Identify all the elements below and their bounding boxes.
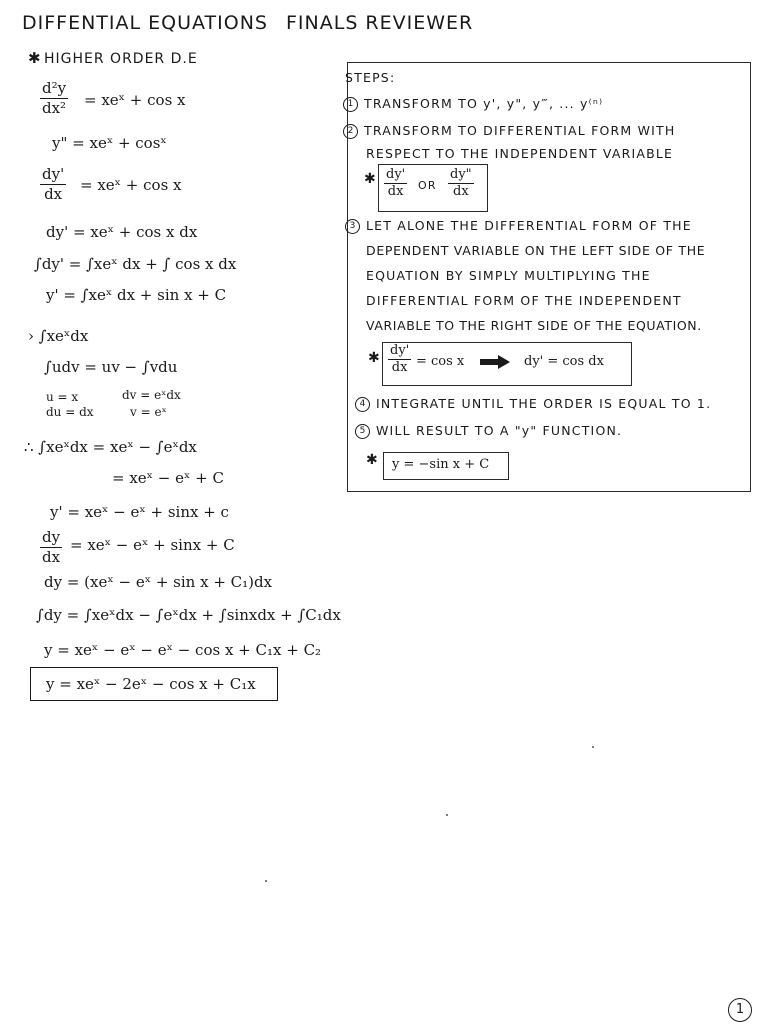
eq3-denominator: dx (44, 184, 63, 203)
step-5-example: y = −sin x + C (392, 457, 490, 472)
eq2: y" = xeˣ + cosˣ (52, 134, 167, 152)
step-3-line3: EQUATION BY SIMPLY MULTIPLYING THE (366, 268, 651, 283)
step-2-or: OR (418, 179, 437, 192)
step-3-line5: VARIABLE TO THE RIGHT SIDE OF THE EQUATION. (366, 318, 702, 333)
step-1 (343, 97, 603, 112)
section-heading: HIGHER ORDER D.E (44, 51, 198, 67)
step-3-result: dy' = cos dx (524, 354, 604, 369)
step-3-frac-den: dx (391, 360, 408, 376)
eq1-rhs: = xeˣ + cos x (84, 91, 186, 109)
ibp-heading: › ∫xeˣdx (28, 327, 89, 345)
step-5-star-icon: ✱ (366, 452, 378, 468)
stray-mark (265, 880, 267, 882)
eq1-numerator: d²y (42, 79, 67, 97)
ibp-dv: dv = eˣdx (122, 388, 181, 402)
ibp-v: v = eˣ (130, 405, 167, 419)
step-3-line2: DEPENDENT VARIABLE ON THE LEFT SIDE OF THE (366, 243, 706, 258)
step-5-number: 5 (355, 424, 370, 439)
step-3-line1: LET ALONE THE DIFFERENTIAL FORM OF THE (366, 218, 692, 233)
eq3-numerator: dy' (42, 165, 65, 183)
page-subtitle: FINALS REVIEWER (286, 12, 474, 34)
step-5 (355, 424, 622, 439)
section-star-icon: ✱ (28, 49, 41, 67)
step-2-frac-a-num: dy' (386, 167, 406, 182)
step-3 (345, 219, 692, 234)
page-title: DIFFENTIAL EQUATIONS (22, 12, 268, 34)
eq7: y' = xeˣ − eˣ + sinx + c (50, 503, 229, 521)
step-2-line1: TRANSFORM TO DIFFERENTIAL FORM WITH (364, 123, 676, 138)
step-2 (343, 124, 675, 139)
eq8-denominator: dx (42, 547, 61, 566)
eq11: y = xeˣ − eˣ − eˣ − cos x + C₁x + C₂ (44, 641, 322, 659)
step-2-number: 2 (343, 124, 358, 139)
ibp-u: u = x (46, 390, 79, 404)
step-1-text: TRANSFORM TO y', y", y‴, ... y⁽ⁿ⁾ (364, 96, 604, 111)
stray-mark (592, 746, 594, 748)
eq8-numerator: dy (42, 528, 61, 546)
step-2-line2: RESPECT TO THE INDEPENDENT VARIABLE (366, 146, 674, 161)
step-2-frac-a (384, 168, 407, 200)
eq3-fraction (40, 166, 66, 202)
step-2-star-icon: ✱ (364, 171, 376, 187)
eq5: ∫dy' = ∫xeˣ dx + ∫ cos x dx (34, 255, 237, 273)
eq9: dy = (xeˣ − eˣ + sin x + C₁)dx (44, 573, 273, 591)
eq8-fraction (40, 529, 62, 565)
step-3-frac (388, 344, 411, 376)
ibp-result-line2: = xeˣ − eˣ + C (112, 469, 224, 487)
step-3-line4: DIFFERENTIAL FORM OF THE INDEPENDENT (366, 293, 682, 308)
final-answer: y = xeˣ − 2eˣ − cos x + C₁x (46, 675, 256, 693)
step-3-rhs: = cos x (416, 354, 465, 369)
page-number: 1 (728, 998, 752, 1022)
step-2-frac-b (448, 168, 474, 200)
step-4 (355, 397, 711, 412)
eq6: y' = ∫xeˣ dx + sin x + C (46, 286, 227, 304)
eq1-denominator: dx² (42, 98, 67, 117)
eq10: ∫dy = ∫xeˣdx − ∫eˣdx + ∫sinxdx + ∫C₁dx (36, 606, 341, 624)
step-5-text: WILL RESULT TO A "y" FUNCTION. (376, 423, 623, 438)
eq1-fraction (40, 80, 68, 116)
eq8-rhs: = xeˣ − eˣ + sinx + C (70, 536, 235, 554)
step-3-number: 3 (345, 219, 360, 234)
step-2-frac-a-den: dx (387, 184, 404, 200)
ibp-result-line1: ∴ ∫xeˣdx = xeˣ − ∫eˣdx (24, 438, 197, 456)
step-4-number: 4 (355, 397, 370, 412)
step-3-frac-num: dy' (390, 343, 410, 358)
step-3-star-icon: ✱ (368, 350, 380, 366)
ibp-formula: ∫udv = uv − ∫vdu (44, 358, 178, 376)
eq4: dy' = xeˣ + cos x dx (46, 223, 198, 241)
step-1-number: 1 (343, 97, 358, 112)
right-arrow-icon (478, 354, 512, 370)
step-2-frac-b-den: dx (453, 184, 469, 200)
step-2-frac-b-num: dy" (450, 167, 472, 182)
steps-heading: STEPS: (345, 70, 396, 85)
step-4-text: INTEGRATE UNTIL THE ORDER IS EQUAL TO 1. (376, 396, 712, 411)
eq3-rhs: = xeˣ + cos x (80, 176, 182, 194)
ibp-du: du = dx (46, 405, 94, 419)
stray-mark (446, 814, 448, 816)
